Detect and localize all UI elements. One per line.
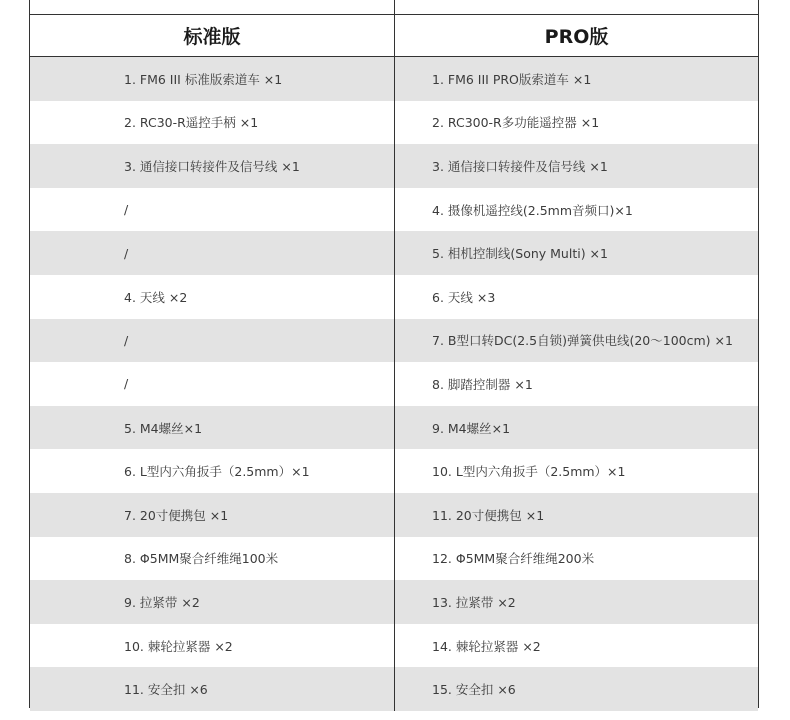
- pro-item: 4. 摄像机遥控线(2.5mm音频口)×1: [432, 202, 633, 218]
- column-divider: [394, 0, 395, 14]
- standard-item: 1. FM6 III 标准版索道车 ×1: [30, 57, 395, 101]
- table-row: [30, 231, 758, 275]
- table-body: [30, 57, 758, 711]
- table-row: [30, 406, 758, 450]
- pro-item: 10. L型内六角扳手（2.5mm）×1: [432, 464, 626, 480]
- table-row: [30, 144, 758, 188]
- table-row: [30, 275, 758, 319]
- standard-item: 5. M4螺丝×1: [30, 406, 395, 450]
- pro-item: 6. 天线 ×3: [432, 289, 496, 305]
- table-row: [30, 188, 758, 232]
- pro-item: 2. RC300-R多功能遥控器 ×1: [432, 115, 600, 131]
- table-row: [30, 624, 758, 668]
- table-row: [30, 667, 758, 711]
- standard-item: /: [30, 231, 395, 275]
- standard-item: 7. 20寸便携包 ×1: [30, 493, 395, 537]
- table-row: [30, 319, 758, 363]
- table-row: [30, 493, 758, 537]
- pro-item: 8. 脚踏控制器 ×1: [432, 376, 533, 392]
- table-row: [30, 362, 758, 406]
- pro-item: 11. 20寸便携包 ×1: [432, 507, 545, 523]
- table-row: [30, 580, 758, 624]
- standard-item: /: [30, 362, 395, 406]
- pro-item: 5. 相机控制线(Sony Multi) ×1: [432, 246, 608, 262]
- pro-item: 3. 通信接口转接件及信号线 ×1: [432, 158, 608, 174]
- table-row: [30, 537, 758, 581]
- standard-item: 8. Φ5MM聚合纤维绳100米: [30, 537, 395, 581]
- standard-item: /: [30, 188, 395, 232]
- table-top-strip: [30, 0, 758, 15]
- standard-item: /: [30, 319, 395, 363]
- standard-item: 10. 棘轮拉紧器 ×2: [30, 624, 395, 668]
- header-pro: PRO版: [544, 26, 609, 48]
- standard-item: 11. 安全扣 ×6: [30, 667, 395, 711]
- pro-item: 1. FM6 III PRO版索道车 ×1: [432, 71, 592, 87]
- standard-item: 6. L型内六角扳手（2.5mm）×1: [30, 449, 395, 493]
- table-row: [30, 449, 758, 493]
- pro-item: 13. 拉紧带 ×2: [432, 594, 516, 610]
- standard-item: 3. 通信接口转接件及信号线 ×1: [30, 144, 395, 188]
- table-row: [30, 57, 758, 101]
- pro-item: 15. 安全扣 ×6: [432, 682, 516, 698]
- standard-item: 9. 拉紧带 ×2: [30, 580, 395, 624]
- standard-item: 2. RC30-R遥控手柄 ×1: [30, 101, 395, 145]
- standard-item: 4. 天线 ×2: [30, 275, 395, 319]
- pro-item: 14. 棘轮拉紧器 ×2: [432, 638, 541, 654]
- pro-item: 9. M4螺丝×1: [432, 420, 511, 436]
- table-header: [30, 15, 758, 57]
- pro-item: 12. Φ5MM聚合纤维绳200米: [432, 551, 595, 567]
- table-row: [30, 101, 758, 145]
- comparison-table: [29, 0, 759, 708]
- header-standard: 标准版: [30, 15, 395, 56]
- pro-item: 7. B型口转DC(2.5自锁)弹簧供电线(20～100cm) ×1: [432, 333, 733, 349]
